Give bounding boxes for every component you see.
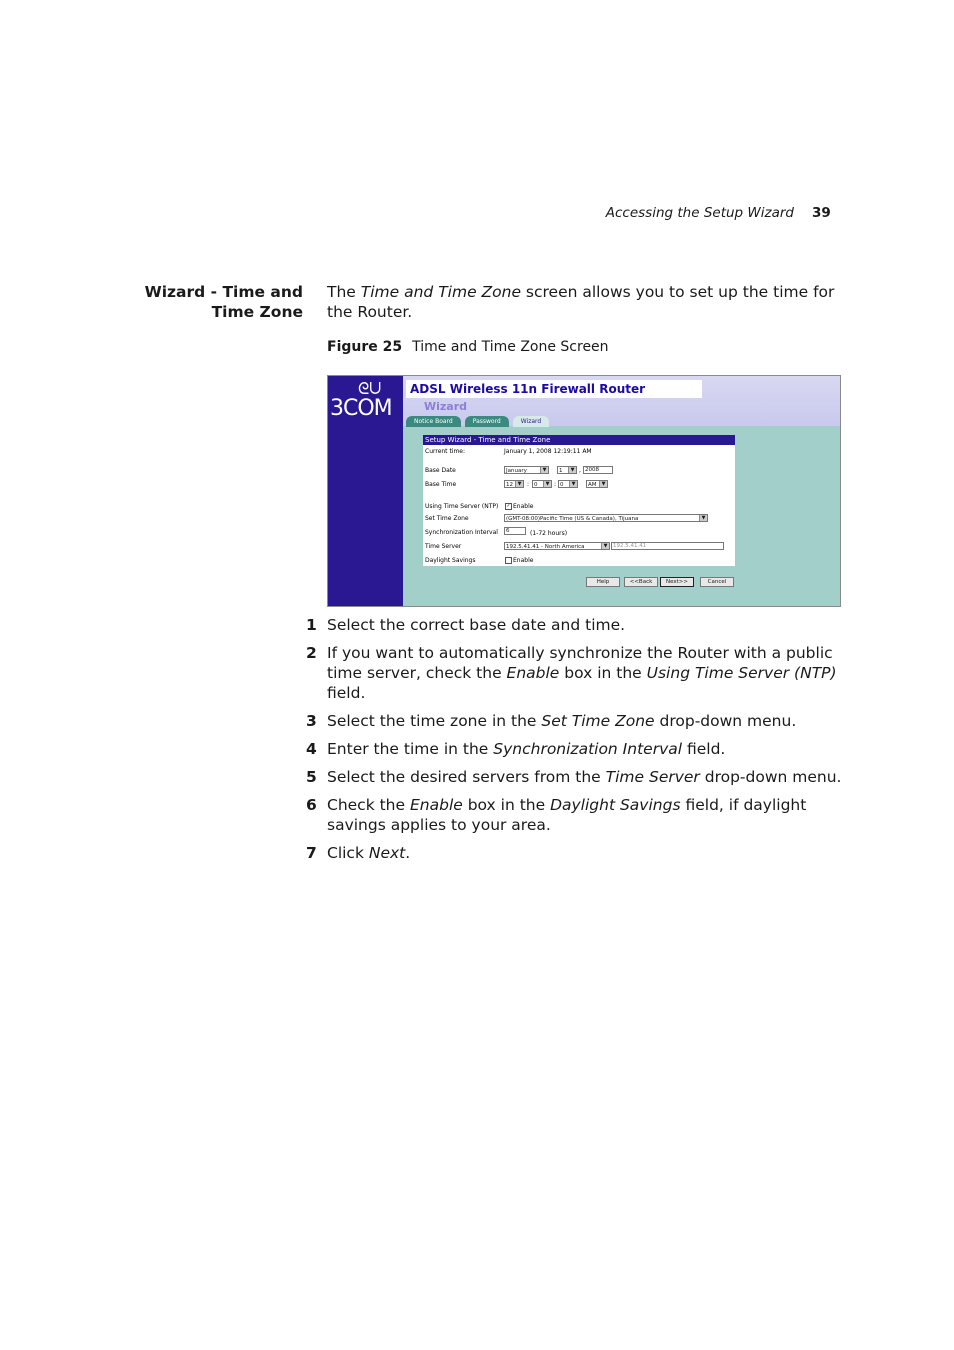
daylight-enable-label: Enable bbox=[513, 557, 534, 564]
year-input[interactable]: 2008 bbox=[583, 466, 613, 474]
next-button[interactable]: Next>> bbox=[660, 577, 694, 587]
step-text-part: drop-down menu. bbox=[699, 768, 842, 786]
step-item bbox=[300, 767, 845, 787]
step-text-part: Click bbox=[327, 844, 369, 862]
chevron-down-icon: ▼ bbox=[543, 481, 551, 487]
page-subtitle: Wizard bbox=[424, 400, 468, 413]
ntp-enable-label: Enable bbox=[513, 503, 534, 510]
time-separator-1: : bbox=[527, 481, 530, 488]
running-header-title: Accessing the Setup Wizard bbox=[605, 205, 794, 221]
step-text-part: Check the bbox=[327, 796, 410, 814]
section-title-line1: Wizard - Time and bbox=[144, 283, 303, 301]
minute-select[interactable] bbox=[532, 480, 552, 488]
step-text-part: box in the bbox=[559, 664, 647, 682]
time-zone-select-value: (GMT-08:00)Pacific Time (US & Canada), Tijuana bbox=[506, 516, 639, 522]
step-text bbox=[327, 795, 845, 835]
tab-bar bbox=[406, 416, 553, 427]
intro-paragraph bbox=[327, 282, 847, 322]
time-server-ip-input[interactable]: 192.5.41.41 bbox=[611, 542, 724, 550]
step-text-part: Select the time zone in the bbox=[327, 712, 542, 730]
step-text bbox=[327, 643, 845, 703]
step-emphasis: Time Server bbox=[605, 768, 700, 786]
chevron-down-icon: ▼ bbox=[699, 515, 707, 521]
step-emphasis: Enable bbox=[409, 796, 463, 814]
current-time-value: January 1, 2008 12:19:11 AM bbox=[504, 448, 592, 455]
chevron-down-icon: ▼ bbox=[515, 481, 523, 487]
step-text bbox=[327, 739, 845, 759]
3com-logo-icon: ᘓᑌ bbox=[358, 379, 382, 398]
label-ntp: Using Time Server (NTP) bbox=[425, 503, 499, 510]
intro-post: screen allows you to set up the time for the Router. bbox=[327, 283, 835, 321]
label-time-server: Time Server bbox=[425, 543, 462, 550]
chevron-down-icon: ▼ bbox=[568, 467, 576, 473]
step-text-part: drop-down menu. bbox=[654, 712, 797, 730]
step-number: 3 bbox=[306, 712, 317, 730]
ampm-select-value: AM bbox=[588, 482, 597, 488]
chevron-down-icon: ▼ bbox=[599, 481, 607, 487]
step-text-part: If you want to automatically synchronize the Router with a public time server, check the bbox=[327, 644, 833, 682]
label-base-time: Base Time bbox=[425, 481, 457, 488]
hour-select-value: 12 bbox=[506, 482, 513, 488]
section-title bbox=[140, 282, 303, 322]
chevron-down-icon: ▼ bbox=[569, 481, 577, 487]
second-select-value: 0 bbox=[560, 482, 564, 488]
step-text-part: field. bbox=[327, 684, 366, 702]
time-server-select-value: 192.5.41.41 - North America bbox=[506, 544, 585, 550]
figure-label: Figure 25 bbox=[327, 339, 403, 355]
step-text-part: field. bbox=[682, 740, 726, 758]
step-text-part: Enter the time in the bbox=[327, 740, 494, 758]
second-select[interactable] bbox=[558, 480, 578, 488]
step-item bbox=[300, 643, 845, 703]
step-text bbox=[327, 843, 845, 863]
figure-caption bbox=[327, 339, 609, 355]
cancel-button[interactable]: Cancel bbox=[700, 577, 734, 587]
time-separator-2: : bbox=[554, 481, 557, 488]
month-select-value: January bbox=[506, 468, 527, 474]
label-daylight-savings: Daylight Savings bbox=[425, 557, 476, 564]
chevron-down-icon: ▼ bbox=[540, 467, 548, 473]
intro-emphasis: Time and Time Zone bbox=[360, 283, 521, 301]
wizard-panel bbox=[423, 435, 735, 566]
label-base-date: Base Date bbox=[425, 467, 456, 474]
ntp-enable-checkbox[interactable]: ✓ bbox=[506, 503, 511, 509]
tab-password[interactable]: Password bbox=[465, 416, 509, 427]
step-number: 5 bbox=[306, 768, 317, 786]
month-select[interactable] bbox=[504, 466, 549, 474]
product-title: ADSL Wireless 11n Firewall Router bbox=[410, 382, 646, 396]
figure-caption-text: Time and Time Zone Screen bbox=[412, 339, 609, 355]
step-number: 7 bbox=[306, 844, 317, 862]
tab-wizard[interactable]: Wizard bbox=[513, 416, 549, 427]
ampm-select[interactable] bbox=[586, 480, 608, 488]
step-emphasis: Using Time Server (NTP) bbox=[646, 664, 837, 682]
step-number: 2 bbox=[306, 644, 317, 662]
step-emphasis: Synchronization Interval bbox=[493, 740, 683, 758]
daylight-enable-checkbox[interactable] bbox=[505, 557, 512, 564]
step-emphasis: Enable bbox=[506, 664, 560, 682]
step-item bbox=[300, 795, 845, 835]
label-sync-interval: Synchronization Interval bbox=[425, 529, 498, 536]
step-text bbox=[327, 615, 845, 635]
sync-interval-hint: (1-72 hours) bbox=[530, 530, 568, 537]
product-title-box bbox=[406, 380, 702, 398]
step-number: 1 bbox=[306, 616, 317, 634]
label-current-time: Current time: bbox=[425, 448, 466, 455]
step-item bbox=[300, 739, 845, 759]
step-item bbox=[300, 711, 845, 731]
page-number: 39 bbox=[812, 205, 831, 221]
steps-list bbox=[300, 615, 845, 871]
day-select-value: 1 bbox=[559, 468, 563, 474]
hour-select[interactable] bbox=[504, 480, 524, 488]
step-number: 6 bbox=[306, 796, 317, 814]
step-number: 4 bbox=[306, 740, 317, 758]
intro-pre: The bbox=[327, 283, 361, 301]
chevron-down-icon: ▼ bbox=[601, 543, 609, 549]
time-server-select[interactable] bbox=[504, 542, 610, 550]
help-button[interactable]: Help bbox=[586, 577, 620, 587]
tab-notice-board[interactable]: Notice Board bbox=[406, 416, 461, 427]
panel-title: Setup Wizard - Time and Time Zone bbox=[423, 435, 735, 445]
step-item bbox=[300, 615, 845, 635]
step-text-part: Select the desired servers from the bbox=[327, 768, 606, 786]
step-text-part: field, if daylight savings applies to your area. bbox=[327, 796, 807, 834]
step-text bbox=[327, 767, 845, 787]
time-zone-select[interactable] bbox=[504, 514, 708, 522]
sync-interval-input[interactable]: 6 bbox=[504, 527, 526, 535]
step-emphasis: Set Time Zone bbox=[541, 712, 655, 730]
brand-logo: 3COM bbox=[330, 396, 392, 421]
step-text-part: box in the bbox=[462, 796, 551, 814]
step-text-part: Select the correct base date and time. bbox=[327, 616, 626, 634]
step-text-part: . bbox=[405, 844, 411, 862]
section-title-line2: Time Zone bbox=[211, 303, 303, 321]
label-time-zone: Set Time Zone bbox=[425, 515, 469, 522]
router-screenshot bbox=[327, 375, 841, 607]
step-text bbox=[327, 711, 845, 731]
step-item bbox=[300, 843, 845, 863]
back-button[interactable]: <<Back bbox=[624, 577, 658, 587]
step-emphasis: Daylight Savings bbox=[550, 796, 681, 814]
day-select[interactable] bbox=[557, 466, 577, 474]
step-emphasis: Next bbox=[368, 844, 406, 862]
minute-select-value: 0 bbox=[534, 482, 538, 488]
date-separator: , bbox=[579, 467, 581, 474]
